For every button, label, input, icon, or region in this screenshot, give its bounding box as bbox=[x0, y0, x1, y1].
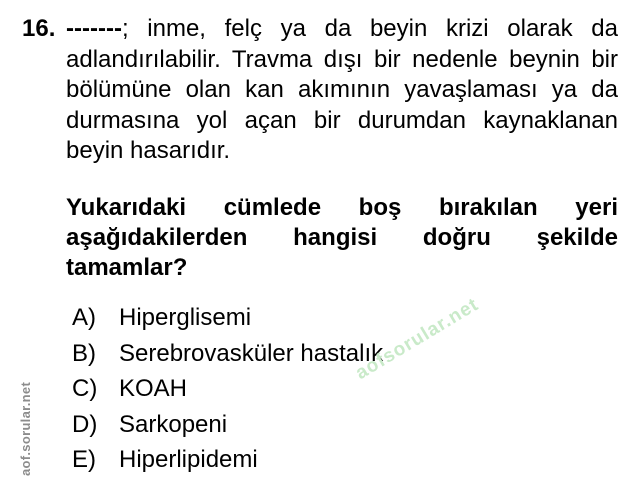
diagonal-watermark: aofsorular.net bbox=[352, 294, 483, 385]
answer-options bbox=[72, 303, 383, 481]
option-letter: D) bbox=[72, 410, 98, 438]
option-e[interactable] bbox=[72, 445, 383, 481]
option-text: Sarkopeni bbox=[119, 410, 228, 438]
option-text: Hiperglisemi bbox=[119, 304, 252, 331]
option-letter: E) bbox=[72, 446, 96, 473]
question-prompt: Yukarıdaki cümlede boş bırakılan yeri aşağıdakilerden hangisi doğru şekilde tamamlar? bbox=[66, 194, 618, 281]
question-stem bbox=[66, 14, 618, 167]
question-blank: ------- bbox=[66, 15, 122, 42]
option-b[interactable] bbox=[72, 339, 383, 375]
option-text: KOAH bbox=[119, 375, 188, 402]
option-text: Serebrovasküler hastalık bbox=[119, 339, 384, 367]
option-a[interactable] bbox=[72, 303, 383, 339]
option-c[interactable] bbox=[72, 374, 383, 410]
option-letter: B) bbox=[72, 339, 96, 367]
option-letter: C) bbox=[72, 375, 98, 402]
option-text: Hiperlipidemi bbox=[119, 446, 258, 473]
question-stem-text: ; inme, felç ya da beyin krizi olarak da adlandırılabilir. Travma dışı bir nedenle beynin bir bölümüne olan kan akımının yavaşlaması ya da durmasına yol açan bir durumdan kaynaklanan beyin hasarıdır. bbox=[66, 15, 618, 164]
question-number: 16. bbox=[22, 15, 56, 42]
option-letter: A) bbox=[72, 304, 96, 331]
side-watermark: aof.sorular.net bbox=[18, 381, 33, 476]
option-d[interactable] bbox=[72, 410, 383, 446]
